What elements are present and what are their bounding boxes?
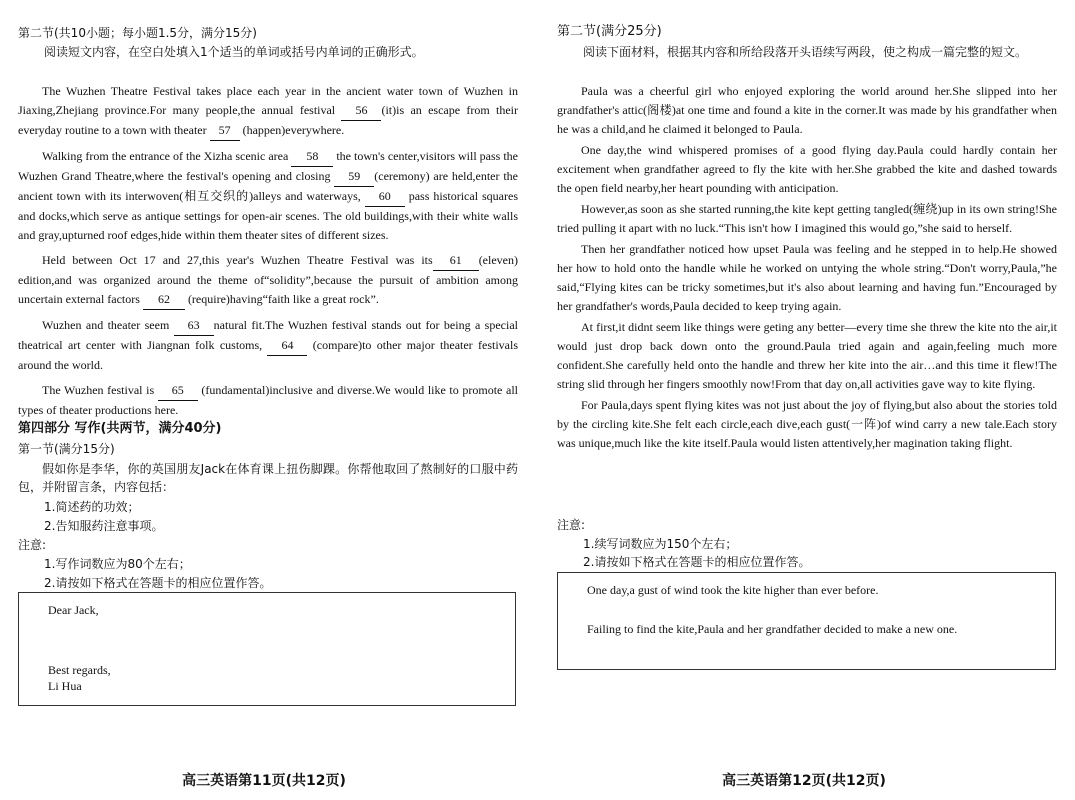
cloze-paragraph: Walking from the entrance of the Xizha scenic area 58 the town's center,visitors will pass the Wuzhen Grand Theatre,where the festival's opening and closing 59 (ceremony) are held,enter the ancient town with its interwoven(相互交织的)alleys and waterways, 60 pass historical squares and docks,which serve as antique settings for open-air scenes. The old buildings,with their white walls and gray,upturned roof edges,hide within them theater sites of different sizes. xyxy=(18,149,519,242)
blank-57: 57 xyxy=(210,121,240,141)
section-title: 第二节(共10小题；每小题1.5分，满分15分) xyxy=(18,26,257,40)
blank-63: 63 xyxy=(174,316,214,336)
prompt-item: 1.简述药的功效； xyxy=(44,500,140,514)
section-instruction: 阅读下面材料，根据其内容和所给段落开头语续写两段，使之构成一篇完整的短文。 xyxy=(583,45,1028,59)
writing-section1-title: 第一节(满分15分) xyxy=(18,442,115,456)
story-paragraph: For Paula,days spent flying kites was not just about the joy of flying,but also about the stories told by the circling kite.She felt each circle,each dive,each gust(一阵)of wind carry a new tale.Each story was unique,much like the kite itself.Paula would listen attentively,her magination taking flight. xyxy=(557,398,1057,450)
notice-item: 2.请按如下格式在答题卡的相应位置作答。 xyxy=(44,576,272,590)
story-paragraph: One day,the wind whispered promises of a good flying day.Paula could hardly contain her excitement when grandfather agreed to fly the kite with her.She grabbed the kite and dashed towards the open field nearby,her heart pounding with anticipation. xyxy=(557,143,1057,195)
story-paragraph: However,as soon as she started running,the kite kept getting tangled(缠绕)up in its own string!She tried pulling it apart with no luck.“This isn't how I imagined this would go,”she said to herself. xyxy=(557,202,1057,235)
letter-greeting: Dear Jack, xyxy=(48,603,99,617)
page-footer-left: 高三英语第11页(共12页) xyxy=(182,773,346,789)
writing-section1-prompt: 假如你是李华，你的英国朋友Jack在体育课上扭伤脚踝。你帮他取回了熬制好的口服中药包，并附留言条，内容包括： xyxy=(18,462,518,494)
continuation-answer-box xyxy=(557,572,1056,670)
notice-item: 1.续写词数应为150个左右； xyxy=(583,537,738,551)
paragraph-opening-1: One day,a gust of wind took the kite higher than ever before. xyxy=(587,583,879,597)
letter-closing: Best regards, xyxy=(48,663,111,677)
blank-65: 65 xyxy=(158,381,198,401)
story-paragraph: Paula was a cheerful girl who enjoyed exploring the world around her.She slipped into her grandfather's attic(阁楼)at one time and found a kite in the corner.It was made by his grandfather when he was a child,and he claimed it belonged to Paula. xyxy=(557,84,1057,136)
cloze-paragraph: Held between Oct 17 and 27,this year's Wuzhen Theatre Festival was its 61 (eleven) edition,and was organized around the theme of“solidity”,because the pursuit of ambition among uncertain external factors 62 (require)having“faith like a great rock”. xyxy=(18,251,518,310)
cloze-paragraph: The Wuzhen Theatre Festival takes place each year in the ancient water town of Wuzhen in Jiaxing,Zhejiang province.For many people,the annual festival 56 (it)is an escape from their everyday routine to a town with theater 57 (happen)everywhere. xyxy=(18,82,518,141)
cloze-paragraph: The Wuzhen festival is 65 (fundamental)inclusive and diverse.We would like to promote all types of theater productions here. xyxy=(18,383,518,417)
notice-item: 1.写作词数应为80个左右； xyxy=(44,557,191,571)
writing-answer-box xyxy=(18,592,516,706)
page-footer-right: 高三英语第12页(共12页) xyxy=(722,773,886,789)
letter-signature: Li Hua xyxy=(48,679,82,693)
story-paragraph: At first,it didnt seem like things were geting any better—every time she threw the kite nto the air,it would just drop back down onto the ground.Paula tried again and again,feeling much more confident.She carefully held onto the handle and threw her kite into the air…and this time it flew!The string slid through her fingers smoothly now!From that day on,all activities gave way to kite flying. xyxy=(557,320,1057,391)
section-instruction: 阅读短文内容，在空白处填入1个适当的单词或括号内单词的正确形式。 xyxy=(44,45,424,59)
cloze-passage xyxy=(18,82,518,420)
blank-61: 61 xyxy=(433,251,479,271)
blank-62: 62 xyxy=(143,290,185,310)
prompt-item: 2.告知服药注意事项。 xyxy=(44,519,164,533)
paragraph-opening-2: Failing to find the kite,Paula and her grandfather decided to make a new one. xyxy=(587,622,958,636)
story-paragraph: Then her grandfather noticed how upset Paula was feeling and he stepped in to help.He showed her how to hold onto the handle while he worked on untying the whole string.“Don't worry,Paula,”he said,“Flying kites can be tricky sometimes,but it's also about learning and having fun.”Encouraged by her grandfather's words,Paula decided to keep trying again. xyxy=(557,242,1057,313)
blank-56: 56 xyxy=(341,101,381,121)
part4-title: 第四部分 写作(共两节，满分40分) xyxy=(18,421,222,436)
blank-58: 58 xyxy=(291,147,333,167)
blank-59: 59 xyxy=(334,167,374,187)
blank-60: 60 xyxy=(365,187,405,207)
notice-label: 注意: xyxy=(18,538,47,552)
notice-item: 2.请按如下格式在答题卡的相应位置作答。 xyxy=(583,555,811,569)
cloze-paragraph: Wuzhen and theater seem 63 natural fit.The Wuzhen festival stands out for being a special theatrical art center with Jiangnan folk customs, 64 (compare)to other major theater festivals around the world. xyxy=(18,318,519,372)
notice-label: 注意: xyxy=(557,518,586,532)
section-title: 第二节(满分25分) xyxy=(557,24,662,39)
blank-64: 64 xyxy=(267,336,307,356)
continuation-passage xyxy=(557,82,1057,453)
